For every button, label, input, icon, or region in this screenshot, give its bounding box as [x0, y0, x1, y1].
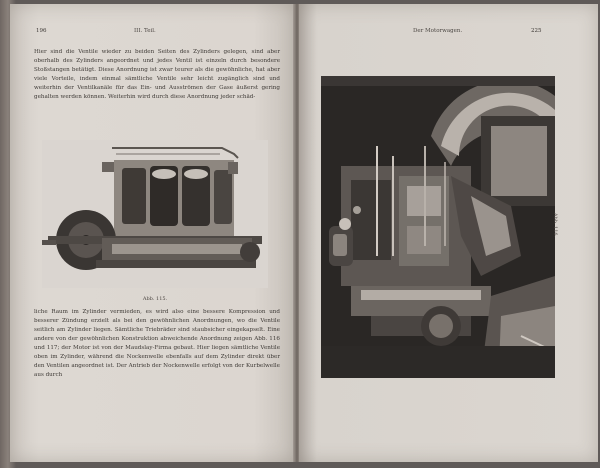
left-paragraph-bottom: liche Raum im Zylinder vermieden, es wird also eine bessere Kompression und besserer Zündung erzielt als bei den gewöhnlichen Anordnungen, wo die Ventile seitlich am Zylinder liegen. Sämtliche Triebräder sind staubsicher eingekapselt. Eine andere von der gewöhnlichen Konstruktion abweichende Anordnung zeigen Abb. 116 und 117; der Motor ist von der Maudslay-Firma gebaut. Hier liegen sämtliche Ventile oben im Zylinder, während die Nockenwelle ebenfalls auf dem Zylinder direkt über den Ventilen angeordnet ist. Der Antrieb der Nockenwelle erfolgt von der Kurbelwelle aus durch [34, 309, 280, 378]
left-page-number: 196 [36, 28, 47, 34]
right-page [299, 4, 598, 462]
right-figure-caption: Abb. 116. [552, 212, 559, 238]
right-page-number: 225 [531, 28, 542, 34]
left-figure-caption: Abb. 115. [142, 296, 168, 302]
engine-side-view-figure [42, 140, 268, 288]
left-running-head: III. Teil. [134, 28, 156, 34]
engine-photograph-figure [321, 76, 555, 378]
left-paragraph-top: Hier sind die Ventile wieder zu beiden Seiten des Zylinders gelegen, sind aber oberhalb des Zylinders angeordnet und jedes Ventil ist einzeln durch besondere Stoßstangen betätigt. Diese Anordnung ist zwar teurer als die gewöhnliche, hat aber viele Vorteile, indem einmal sämtliche Ventile sehr leicht zugänglich sind und weiterhin der Ventilkanäle für das Ein- und Ausströmen der Gase äußerst gering gehalten werden können. Weiterhin wird durch diese Anordnung jeder schäd- [34, 49, 280, 100]
left-page [10, 4, 297, 462]
right-running-head: Der Motorwagen. [413, 28, 463, 34]
